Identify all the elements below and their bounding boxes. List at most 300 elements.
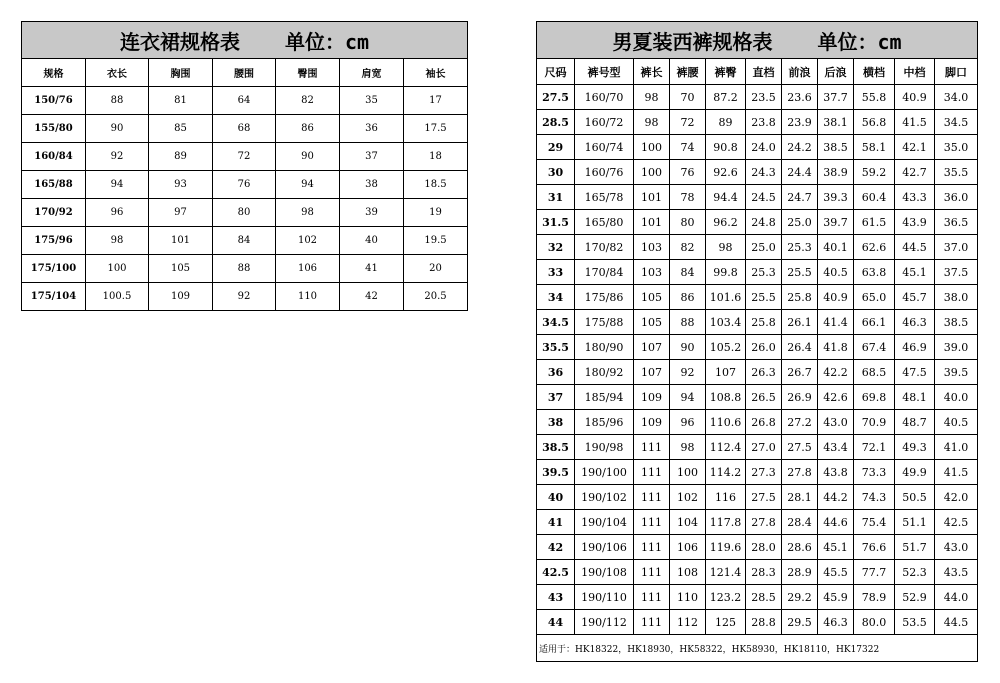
value-cell: 25.0 (782, 210, 818, 235)
value-cell: 77.7 (854, 560, 895, 585)
value-cell: 88 (86, 87, 149, 115)
value-cell: 72 (213, 143, 276, 171)
value-cell: 40.1 (818, 235, 854, 260)
size-cell: 31 (537, 185, 575, 210)
value-cell: 111 (634, 535, 670, 560)
pants-size-table (536, 21, 978, 662)
value-cell: 44.5 (895, 235, 935, 260)
table-row (537, 285, 978, 310)
value-cell: 29.2 (782, 585, 818, 610)
value-cell: 52.9 (895, 585, 935, 610)
value-cell: 39.0 (935, 335, 978, 360)
value-cell: 43.8 (818, 460, 854, 485)
value-cell: 50.5 (895, 485, 935, 510)
value-cell: 65.0 (854, 285, 895, 310)
value-cell: 180/90 (575, 335, 634, 360)
value-cell: 76 (670, 160, 706, 185)
dress-title-text: 连衣裙规格表 (119, 29, 240, 54)
column-header: 裤臀 (706, 59, 746, 85)
column-header: 袖长 (404, 59, 468, 87)
value-cell: 66.1 (854, 310, 895, 335)
value-cell: 62.6 (854, 235, 895, 260)
table-row (22, 283, 468, 311)
value-cell: 61.5 (854, 210, 895, 235)
value-cell: 175/86 (575, 285, 634, 310)
table-row (22, 227, 468, 255)
value-cell: 190/102 (575, 485, 634, 510)
size-cell: 150/76 (22, 87, 86, 115)
value-cell: 42.7 (895, 160, 935, 185)
value-cell: 101 (634, 210, 670, 235)
table-row (537, 135, 978, 160)
column-header: 裤腰 (670, 59, 706, 85)
value-cell: 23.8 (746, 110, 782, 135)
value-cell: 111 (634, 610, 670, 635)
value-cell: 94 (86, 171, 149, 199)
value-cell: 80 (213, 199, 276, 227)
value-cell: 25.5 (746, 285, 782, 310)
size-cell: 175/96 (22, 227, 86, 255)
value-cell: 23.9 (782, 110, 818, 135)
column-header: 裤号型 (575, 59, 634, 85)
value-cell: 26.9 (782, 385, 818, 410)
value-cell: 190/106 (575, 535, 634, 560)
value-cell: 28.9 (782, 560, 818, 585)
table-row (537, 160, 978, 185)
value-cell: 51.7 (895, 535, 935, 560)
value-cell: 37.0 (935, 235, 978, 260)
value-cell: 48.7 (895, 410, 935, 435)
value-cell: 100 (634, 160, 670, 185)
value-cell: 99.8 (706, 260, 746, 285)
value-cell: 81 (149, 87, 213, 115)
value-cell: 44.6 (818, 510, 854, 535)
value-cell: 98 (634, 110, 670, 135)
value-cell: 170/82 (575, 235, 634, 260)
value-cell: 160/74 (575, 135, 634, 160)
value-cell: 98 (276, 199, 340, 227)
value-cell: 75.4 (854, 510, 895, 535)
value-cell: 28.6 (782, 535, 818, 560)
value-cell: 49.3 (895, 435, 935, 460)
value-cell: 92 (86, 143, 149, 171)
value-cell: 104 (670, 510, 706, 535)
value-cell: 20.5 (404, 283, 468, 311)
value-cell: 52.3 (895, 560, 935, 585)
value-cell: 17 (404, 87, 468, 115)
size-cell: 43 (537, 585, 575, 610)
pants-table-title (537, 22, 978, 59)
table-row (537, 560, 978, 585)
value-cell: 55.8 (854, 85, 895, 110)
value-cell: 26.1 (782, 310, 818, 335)
value-cell: 190/100 (575, 460, 634, 485)
table-row (537, 410, 978, 435)
value-cell: 58.1 (854, 135, 895, 160)
value-cell: 92 (213, 283, 276, 311)
value-cell: 105 (634, 310, 670, 335)
value-cell: 110.6 (706, 410, 746, 435)
value-cell: 86 (276, 115, 340, 143)
value-cell: 42.6 (818, 385, 854, 410)
column-header: 裤长 (634, 59, 670, 85)
value-cell: 23.5 (746, 85, 782, 110)
value-cell: 37.5 (935, 260, 978, 285)
value-cell: 26.4 (782, 335, 818, 360)
value-cell: 25.0 (746, 235, 782, 260)
value-cell: 105.2 (706, 335, 746, 360)
value-cell: 43.0 (818, 410, 854, 435)
value-cell: 101 (149, 227, 213, 255)
table-row (537, 210, 978, 235)
value-cell: 102 (276, 227, 340, 255)
value-cell: 19.5 (404, 227, 468, 255)
value-cell: 56.8 (854, 110, 895, 135)
value-cell: 80 (670, 210, 706, 235)
value-cell: 116 (706, 485, 746, 510)
value-cell: 43.4 (818, 435, 854, 460)
value-cell: 96 (670, 410, 706, 435)
value-cell: 94 (670, 385, 706, 410)
table-row (537, 585, 978, 610)
value-cell: 43.3 (895, 185, 935, 210)
value-cell: 185/96 (575, 410, 634, 435)
size-cell: 38 (537, 410, 575, 435)
value-cell: 27.5 (746, 485, 782, 510)
value-cell: 73.3 (854, 460, 895, 485)
value-cell: 111 (634, 560, 670, 585)
size-cell: 35.5 (537, 335, 575, 360)
value-cell: 46.9 (895, 335, 935, 360)
value-cell: 45.5 (818, 560, 854, 585)
value-cell: 88 (670, 310, 706, 335)
table-row (22, 87, 468, 115)
value-cell: 19 (404, 199, 468, 227)
value-cell: 94.4 (706, 185, 746, 210)
table-row (22, 143, 468, 171)
value-cell: 111 (634, 460, 670, 485)
size-cell: 31.5 (537, 210, 575, 235)
value-cell: 35.0 (935, 135, 978, 160)
value-cell: 41.4 (818, 310, 854, 335)
value-cell: 28.5 (746, 585, 782, 610)
value-cell: 70.9 (854, 410, 895, 435)
table-row (22, 171, 468, 199)
value-cell: 97 (149, 199, 213, 227)
table-row (537, 335, 978, 360)
value-cell: 90 (276, 143, 340, 171)
size-cell: 34.5 (537, 310, 575, 335)
column-header: 直档 (746, 59, 782, 85)
column-header: 脚口 (935, 59, 978, 85)
value-cell: 89 (149, 143, 213, 171)
value-cell: 27.8 (782, 460, 818, 485)
value-cell: 90 (86, 115, 149, 143)
value-cell: 41.5 (895, 110, 935, 135)
pants-title-text: 男夏装西裤规格表 (612, 29, 773, 54)
value-cell: 27.2 (782, 410, 818, 435)
value-cell: 185/94 (575, 385, 634, 410)
value-cell: 41.5 (935, 460, 978, 485)
value-cell: 40.5 (818, 260, 854, 285)
value-cell: 107 (634, 360, 670, 385)
value-cell: 165/78 (575, 185, 634, 210)
value-cell: 64 (213, 87, 276, 115)
size-cell: 27.5 (537, 85, 575, 110)
table-row (537, 110, 978, 135)
value-cell: 39 (340, 199, 404, 227)
value-cell: 170/84 (575, 260, 634, 285)
value-cell: 38.5 (818, 135, 854, 160)
value-cell: 84 (670, 260, 706, 285)
value-cell: 78 (670, 185, 706, 210)
value-cell: 165/80 (575, 210, 634, 235)
value-cell: 90.8 (706, 135, 746, 160)
value-cell: 26.3 (746, 360, 782, 385)
value-cell: 46.3 (895, 310, 935, 335)
value-cell: 123.2 (706, 585, 746, 610)
value-cell: 108.8 (706, 385, 746, 410)
table-row (537, 260, 978, 285)
table-row (537, 485, 978, 510)
value-cell: 100 (634, 135, 670, 160)
value-cell: 102 (670, 485, 706, 510)
value-cell: 39.3 (818, 185, 854, 210)
value-cell: 42 (340, 283, 404, 311)
value-cell: 25.5 (782, 260, 818, 285)
value-cell: 24.8 (746, 210, 782, 235)
value-cell: 38.5 (935, 310, 978, 335)
value-cell: 108 (670, 560, 706, 585)
value-cell: 27.5 (782, 435, 818, 460)
size-cell: 33 (537, 260, 575, 285)
column-header: 后浪 (818, 59, 854, 85)
value-cell: 27.0 (746, 435, 782, 460)
value-cell: 74.3 (854, 485, 895, 510)
value-cell: 36.0 (935, 185, 978, 210)
value-cell: 112 (670, 610, 706, 635)
value-cell: 38 (340, 171, 404, 199)
value-cell: 101.6 (706, 285, 746, 310)
value-cell: 112.4 (706, 435, 746, 460)
size-cell: 36 (537, 360, 575, 385)
value-cell: 24.5 (746, 185, 782, 210)
value-cell: 105 (634, 285, 670, 310)
value-cell: 18.5 (404, 171, 468, 199)
value-cell: 46.3 (818, 610, 854, 635)
value-cell: 160/70 (575, 85, 634, 110)
value-cell: 24.2 (782, 135, 818, 160)
value-cell: 101 (634, 185, 670, 210)
value-cell: 80.0 (854, 610, 895, 635)
value-cell: 51.1 (895, 510, 935, 535)
value-cell: 45.9 (818, 585, 854, 610)
value-cell: 109 (634, 385, 670, 410)
value-cell: 28.3 (746, 560, 782, 585)
value-cell: 86 (670, 285, 706, 310)
value-cell: 25.3 (782, 235, 818, 260)
column-header: 肩宽 (340, 59, 404, 87)
value-cell: 24.7 (782, 185, 818, 210)
value-cell: 25.8 (782, 285, 818, 310)
value-cell: 103 (634, 235, 670, 260)
value-cell: 106 (276, 255, 340, 283)
table-row (537, 510, 978, 535)
value-cell: 40.9 (895, 85, 935, 110)
table-row (537, 360, 978, 385)
value-cell: 28.1 (782, 485, 818, 510)
size-cell: 30 (537, 160, 575, 185)
value-cell: 68.5 (854, 360, 895, 385)
value-cell: 92.6 (706, 160, 746, 185)
value-cell: 175/88 (575, 310, 634, 335)
table-row (22, 255, 468, 283)
column-header: 尺码 (537, 59, 575, 85)
value-cell: 96.2 (706, 210, 746, 235)
value-cell: 72.1 (854, 435, 895, 460)
table-row (537, 610, 978, 635)
size-cell: 32 (537, 235, 575, 260)
value-cell: 98 (86, 227, 149, 255)
value-cell: 96 (86, 199, 149, 227)
value-cell: 103.4 (706, 310, 746, 335)
value-cell: 41.0 (935, 435, 978, 460)
size-cell: 39.5 (537, 460, 575, 485)
value-cell: 38.1 (818, 110, 854, 135)
value-cell: 82 (276, 87, 340, 115)
value-cell: 26.7 (782, 360, 818, 385)
value-cell: 93 (149, 171, 213, 199)
value-cell: 160/72 (575, 110, 634, 135)
value-cell: 26.5 (746, 385, 782, 410)
value-cell: 24.0 (746, 135, 782, 160)
value-cell: 38.0 (935, 285, 978, 310)
table-row (22, 115, 468, 143)
value-cell: 92 (670, 360, 706, 385)
value-cell: 105 (149, 255, 213, 283)
value-cell: 28.4 (782, 510, 818, 535)
value-cell: 68 (213, 115, 276, 143)
value-cell: 103 (634, 260, 670, 285)
column-header: 中档 (895, 59, 935, 85)
note-row (537, 635, 978, 662)
size-cell: 175/100 (22, 255, 86, 283)
dress-unit-text: 单位：cm (284, 29, 370, 54)
value-cell: 74 (670, 135, 706, 160)
header-row (537, 59, 978, 85)
value-cell: 98 (706, 235, 746, 260)
header-row (22, 59, 468, 87)
value-cell: 82 (670, 235, 706, 260)
size-cell: 34 (537, 285, 575, 310)
value-cell: 42.0 (935, 485, 978, 510)
table-row (537, 535, 978, 560)
column-header: 衣长 (86, 59, 149, 87)
value-cell: 180/92 (575, 360, 634, 385)
value-cell: 34.5 (935, 110, 978, 135)
value-cell: 117.8 (706, 510, 746, 535)
value-cell: 28.0 (746, 535, 782, 560)
value-cell: 44.0 (935, 585, 978, 610)
value-cell: 76.6 (854, 535, 895, 560)
size-cell: 170/92 (22, 199, 86, 227)
value-cell: 63.8 (854, 260, 895, 285)
value-cell: 190/108 (575, 560, 634, 585)
value-cell: 39.5 (935, 360, 978, 385)
value-cell: 111 (634, 435, 670, 460)
value-cell: 47.5 (895, 360, 935, 385)
value-cell: 17.5 (404, 115, 468, 143)
value-cell: 90 (670, 335, 706, 360)
value-cell: 36.5 (935, 210, 978, 235)
column-header: 横档 (854, 59, 895, 85)
value-cell: 190/98 (575, 435, 634, 460)
value-cell: 59.2 (854, 160, 895, 185)
value-cell: 40 (340, 227, 404, 255)
size-cell: 40 (537, 485, 575, 510)
value-cell: 42.2 (818, 360, 854, 385)
value-cell: 100.5 (86, 283, 149, 311)
value-cell: 190/112 (575, 610, 634, 635)
value-cell: 87.2 (706, 85, 746, 110)
value-cell: 109 (634, 410, 670, 435)
value-cell: 42.5 (935, 510, 978, 535)
table-row (537, 85, 978, 110)
value-cell: 44.5 (935, 610, 978, 635)
dress-table-title (22, 22, 468, 59)
value-cell: 25.3 (746, 260, 782, 285)
value-cell: 45.1 (895, 260, 935, 285)
column-header: 臀围 (276, 59, 340, 87)
table-row (537, 310, 978, 335)
value-cell: 72 (670, 110, 706, 135)
value-cell: 78.9 (854, 585, 895, 610)
table-row (537, 435, 978, 460)
value-cell: 60.4 (854, 185, 895, 210)
size-cell: 37 (537, 385, 575, 410)
value-cell: 49.9 (895, 460, 935, 485)
value-cell: 43.5 (935, 560, 978, 585)
value-cell: 35 (340, 87, 404, 115)
value-cell: 36 (340, 115, 404, 143)
value-cell: 20 (404, 255, 468, 283)
value-cell: 110 (276, 283, 340, 311)
value-cell: 26.0 (746, 335, 782, 360)
dress-size-table (21, 21, 468, 311)
value-cell: 98 (670, 435, 706, 460)
value-cell: 18 (404, 143, 468, 171)
value-cell: 76 (213, 171, 276, 199)
value-cell: 41 (340, 255, 404, 283)
size-cell: 42 (537, 535, 575, 560)
value-cell: 34.0 (935, 85, 978, 110)
column-header: 前浪 (782, 59, 818, 85)
value-cell: 110 (670, 585, 706, 610)
value-cell: 53.5 (895, 610, 935, 635)
value-cell: 24.4 (782, 160, 818, 185)
value-cell: 43.9 (895, 210, 935, 235)
value-cell: 190/110 (575, 585, 634, 610)
value-cell: 44.2 (818, 485, 854, 510)
size-cell: 42.5 (537, 560, 575, 585)
value-cell: 38.9 (818, 160, 854, 185)
size-cell: 175/104 (22, 283, 86, 311)
table-row (22, 199, 468, 227)
column-header: 胸围 (149, 59, 213, 87)
value-cell: 107 (634, 335, 670, 360)
value-cell: 27.3 (746, 460, 782, 485)
column-header: 腰围 (213, 59, 276, 87)
